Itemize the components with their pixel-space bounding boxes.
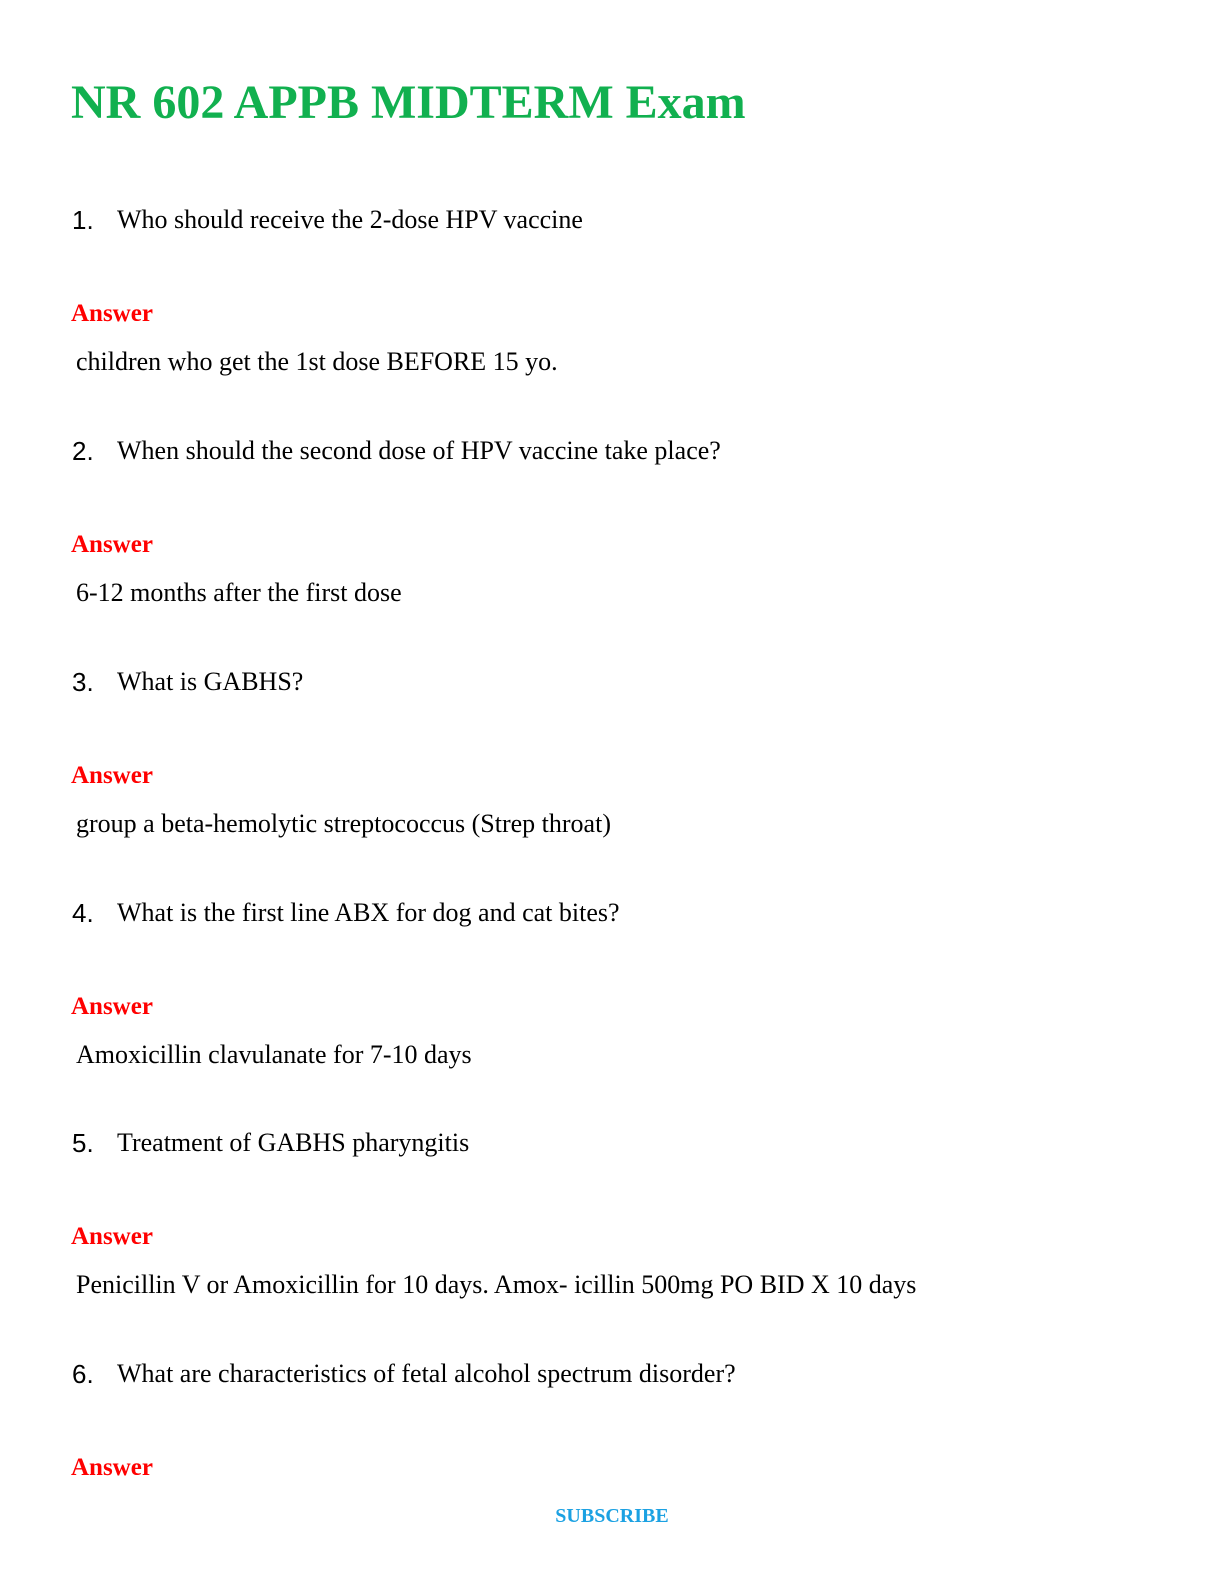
question-text: When should the second dose of HPV vaccine take place? (117, 436, 721, 465)
subscribe-link[interactable]: SUBSCRIBE (555, 1505, 669, 1527)
answer-text: group a beta-hemolytic streptococcus (Strep throat) (76, 809, 611, 838)
question-text: Treatment of GABHS pharyngitis (117, 1128, 470, 1157)
question-text: What is the first line ABX for dog and cat bites? (117, 898, 620, 927)
question-block-2 (0, 434, 1224, 665)
answer-label: Answer (71, 993, 153, 1020)
question-number: 5. (72, 1128, 94, 1158)
answer-text: 6-12 months after the first dose (76, 578, 402, 607)
answer-text: children who get the 1st dose BEFORE 15 yo. (76, 347, 558, 376)
question-block-1 (0, 203, 1224, 434)
question-text: What are characteristics of fetal alcohol spectrum disorder? (117, 1359, 736, 1388)
answer-label: Answer (71, 762, 153, 789)
answer-label: Answer (71, 300, 153, 327)
question-number: 1. (72, 205, 94, 235)
answer-text: Amoxicillin clavulanate for 7-10 days (76, 1040, 472, 1069)
question-number: 6. (72, 1359, 94, 1389)
question-text: Who should receive the 2-dose HPV vaccine (117, 205, 583, 234)
page-title: NR 602 APPB MIDTERM Exam (71, 76, 746, 129)
question-block-3 (0, 665, 1224, 896)
question-block-5 (0, 1126, 1224, 1357)
question-block-6 (0, 1357, 1224, 1497)
question-text: What is GABHS? (117, 667, 304, 696)
answer-label: Answer (71, 531, 153, 558)
question-number: 2. (72, 436, 94, 466)
question-block-4 (0, 896, 1224, 1127)
question-number: 4. (72, 898, 94, 928)
question-number: 3. (72, 667, 94, 697)
answer-text: Penicillin V or Amoxicillin for 10 days. Amox- icillin 500mg PO BID X 10 days (76, 1270, 917, 1299)
answer-label: Answer (71, 1454, 153, 1481)
answer-label: Answer (71, 1223, 153, 1250)
